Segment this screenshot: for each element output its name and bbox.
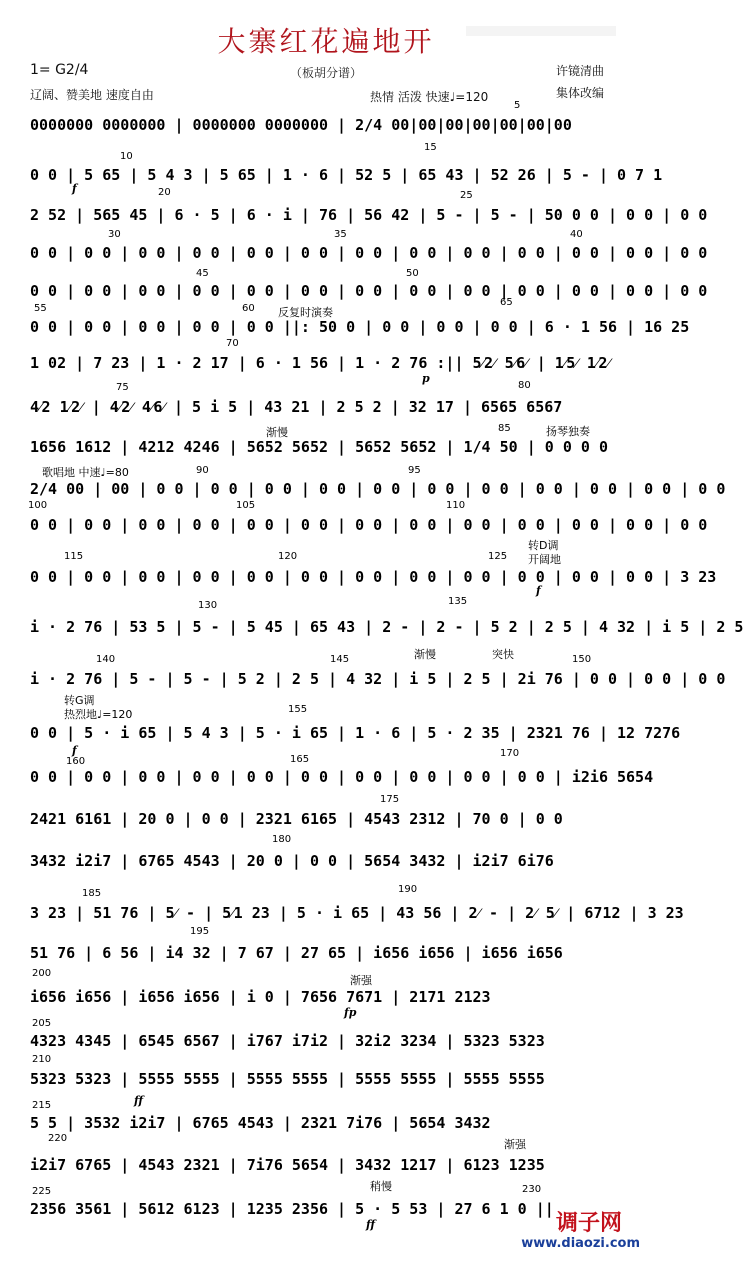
- dynamic-f: f: [72, 182, 77, 195]
- bar-number: 170: [500, 748, 520, 759]
- notation-row-26: 2356 3561 | 5612 6123 | 1235 2356 | 5 · 5 53 | 27 6 1 0 ||: [30, 1200, 554, 1218]
- bar-number: 90: [196, 465, 209, 476]
- notation-row-11: 0 0 | 0 0 | 0 0 | 0 0 | 0 0 | 0 0 | 0 0 | 0 0 | 0 0 | 0 0 | 0 0 | 0 0 | 0 0: [30, 516, 708, 534]
- bar-number: 220: [48, 1133, 68, 1144]
- bar-number: 195: [190, 926, 210, 937]
- bar-number: 5: [514, 100, 521, 111]
- notation-row-24: 5 5 | 3532 i2i7 | 6765 4543 | 2321 7i76 | 5654 3432: [30, 1114, 491, 1132]
- open-mood: 开阔地: [528, 553, 561, 566]
- bar-number: 225: [32, 1186, 52, 1197]
- notation-row-1: 0000000 0000000 | 0000000 0000000 | 2/4 00|00|00|00|00|00|00: [30, 116, 572, 134]
- bar-number: 70: [226, 338, 239, 349]
- crescendo-1: 渐强: [350, 974, 372, 987]
- bar-number: 125: [488, 551, 508, 562]
- notation-row-5: 0 0 | 0 0 | 0 0 | 0 0 | 0 0 | 0 0 | 0 0 | 0 0 | 0 0 | 0 0 | 0 0 | 0 0 | 0 0: [30, 282, 708, 300]
- bar-number: 110: [446, 500, 466, 511]
- tempo-slow-2: 渐慢: [414, 648, 436, 661]
- watermark-url: www.diaozi.com: [521, 1236, 640, 1251]
- bar-number: 145: [330, 654, 350, 665]
- song-tempo: 歌唱地 中速♩=80: [42, 466, 129, 479]
- tempo-slow-3: 稍慢: [370, 1180, 392, 1193]
- bar-number: 15: [424, 142, 437, 153]
- notation-row-2: 0 0 | 5 65 | 5 4 3 | 5 65 | 1 · 6 | 52 5 | 65 43 | 52 26 | 5 - | 0 7 1: [30, 166, 663, 184]
- mood-intro: 辽阔、赞美地 速度自由: [30, 88, 154, 102]
- bar-number: 185: [82, 888, 102, 899]
- bar-number: 80: [518, 380, 531, 391]
- notation-row-20: 51 76 | 6 56 | i4 32 | 7 67 | 27 65 | i656 i656 | i656 i656: [30, 944, 563, 962]
- bar-number: 55: [34, 303, 47, 314]
- modulate-g: 转G调: [64, 694, 95, 707]
- bar-number: 160: [66, 756, 86, 767]
- bar-number: 150: [572, 654, 592, 665]
- hot-tempo: 热烈地♩=120: [64, 708, 133, 721]
- bar-number: 130: [198, 600, 218, 611]
- bar-number: 25: [460, 190, 473, 201]
- notation-row-12: 0 0 | 0 0 | 0 0 | 0 0 | 0 0 | 0 0 | 0 0 | 0 0 | 0 0 | 0 0 | 0 0 | 0 0 | 3 23: [30, 568, 717, 586]
- notation-row-13: i · 2 76 | 53 5 | 5 - | 5 45 | 65 43 | 2 - | 2 - | 5 2 | 2 5 | 4 32 | i 5 | 2 5: [30, 618, 743, 636]
- notation-row-6: 0 0 | 0 0 | 0 0 | 0 0 | 0 0 ||: 50 0 | 0 0 | 0 0 | 0 0 | 6 · 1 56 | 16 25: [30, 318, 690, 336]
- tempo-slow-1: 渐慢: [266, 426, 288, 439]
- bar-number: 180: [272, 834, 292, 845]
- bar-number: 120: [278, 551, 298, 562]
- notation-row-7: 1 02 | 7 23 | 1 · 2 17 | 6 · 1 56 | 1 · 2 76 :|| 5⁄2⁄ 5⁄6⁄ | 1⁄5⁄ 1⁄2⁄: [30, 354, 610, 372]
- crescendo-2: 渐强: [504, 1138, 526, 1151]
- bar-number: 100: [28, 500, 48, 511]
- bar-number: 215: [32, 1100, 52, 1111]
- bar-number: 105: [236, 500, 256, 511]
- dynamic-fp: fp: [344, 1006, 357, 1019]
- bar-number: 210: [32, 1054, 52, 1065]
- notation-row-23: 5323 5323 | 5555 5555 | 5555 5555 | 5555 5555 | 5555 5555: [30, 1070, 545, 1088]
- notation-row-8: 4⁄2 1⁄2⁄ | 4⁄2⁄ 4⁄6⁄ | 5 i 5 | 43 21 | 2 5 2 | 32 17 | 6565 6567: [30, 398, 563, 416]
- composer: 许镜清曲: [556, 64, 605, 78]
- bar-number: 140: [96, 654, 116, 665]
- bar-number: 190: [398, 884, 418, 895]
- dynamic-ff: ff: [366, 1218, 376, 1231]
- key-signature: 1= G2/4: [30, 62, 89, 78]
- notation-row-10: 2/4 00 | 00 | 0 0 | 0 0 | 0 0 | 0 0 | 0 0 | 0 0 | 0 0 | 0 0 | 0 0 | 0 0 | 0 0: [30, 480, 726, 498]
- notation-row-21: i656 i656 | i656 i656 | i 0 | 7656 7671 | 2171 2123: [30, 988, 491, 1006]
- bar-number: 115: [64, 551, 84, 562]
- dynamic-f: f: [536, 584, 541, 597]
- bar-number: 85: [498, 423, 511, 434]
- notation-row-14: i · 2 76 | 5 - | 5 - | 5 2 | 2 5 | 4 32 | i 5 | 2 5 | 2i 76 | 0 0 | 0 0 | 0 0: [30, 670, 726, 688]
- watermark-logo: 调子网: [555, 1211, 622, 1236]
- bar-number: 200: [32, 968, 52, 979]
- notation-row-18: 3432 i2i7 | 6765 4543 | 20 0 | 0 0 | 5654 3432 | i2i7 6i76: [30, 852, 554, 870]
- page-title: 大寨红花遍地开: [217, 25, 435, 58]
- tempo-fast: 突快: [492, 648, 514, 661]
- bar-number: 50: [406, 268, 419, 279]
- notation-row-16: 0 0 | 0 0 | 0 0 | 0 0 | 0 0 | 0 0 | 0 0 | 0 0 | 0 0 | 0 0 | i2i6 5654: [30, 768, 654, 786]
- dynamic-p: p: [422, 372, 430, 385]
- bar-number: 205: [32, 1018, 52, 1029]
- bar-number: 230: [522, 1184, 542, 1195]
- bar-number: 165: [290, 754, 310, 765]
- dynamic-f: f: [72, 744, 77, 757]
- bar-number: 30: [108, 229, 121, 240]
- notation-row-9: 1656 1612 | 4212 4246 | 5652 5652 | 5652 5652 | 1/4 50 | 0 0 0 0: [30, 438, 608, 456]
- bar-number: 45: [196, 268, 209, 279]
- repeat-note: 反复时演奏: [278, 306, 333, 319]
- bar-number: 135: [448, 596, 468, 607]
- notation-row-15: 0 0 | 5 · i 65 | 5 4 3 | 5 · i 65 | 1 · 6 | 5 · 2 35 | 2321 76 | 12 7276: [30, 724, 681, 742]
- bar-number: 35: [334, 229, 347, 240]
- notation-row-4: 0 0 | 0 0 | 0 0 | 0 0 | 0 0 | 0 0 | 0 0 | 0 0 | 0 0 | 0 0 | 0 0 | 0 0 | 0 0: [30, 244, 708, 262]
- notation-row-3: 2 52 | 565 45 | 6 · 5 | 6 · i | 76 | 56 42 | 5 - | 5 - | 50 0 0 | 0 0 | 0 0: [30, 206, 708, 224]
- bar-number: 155: [288, 704, 308, 715]
- notation-row-22: 4323 4345 | 6545 6567 | i767 i7i2 | 32i2 3234 | 5323 5323: [30, 1032, 545, 1050]
- page-subtitle: （板胡分谱）: [289, 66, 362, 80]
- bar-number: 60: [242, 303, 255, 314]
- bar-number: 40: [570, 229, 583, 240]
- bar-number: 95: [408, 465, 421, 476]
- bar-number: 175: [380, 794, 400, 805]
- bar-number: 75: [116, 382, 129, 393]
- arranger: 集体改编: [556, 86, 605, 100]
- bar-number: 10: [120, 151, 133, 162]
- mood-main: 热情 活泼 快速♩=120: [370, 90, 489, 104]
- dynamic-ff: ff: [134, 1094, 144, 1107]
- notation-row-25: i2i7 6765 | 4543 2321 | 7i76 5654 | 3432 1217 | 6123 1235: [30, 1156, 545, 1174]
- modulate-d: 转D调: [528, 539, 559, 552]
- bar-number: 20: [158, 187, 171, 198]
- yangqin-solo: 扬琴独奏: [546, 425, 590, 438]
- notation-row-17: 2421 6161 | 20 0 | 0 0 | 2321 6165 | 4543 2312 | 70 0 | 0 0: [30, 810, 563, 828]
- bar-number: 65: [500, 297, 513, 308]
- notation-row-19: 3 23 | 51 76 | 5⁄ - | 5⁄1 23 | 5 · i 65 | 43 56 | 2⁄ - | 2⁄ 5⁄ | 6712 | 3 23: [30, 904, 684, 922]
